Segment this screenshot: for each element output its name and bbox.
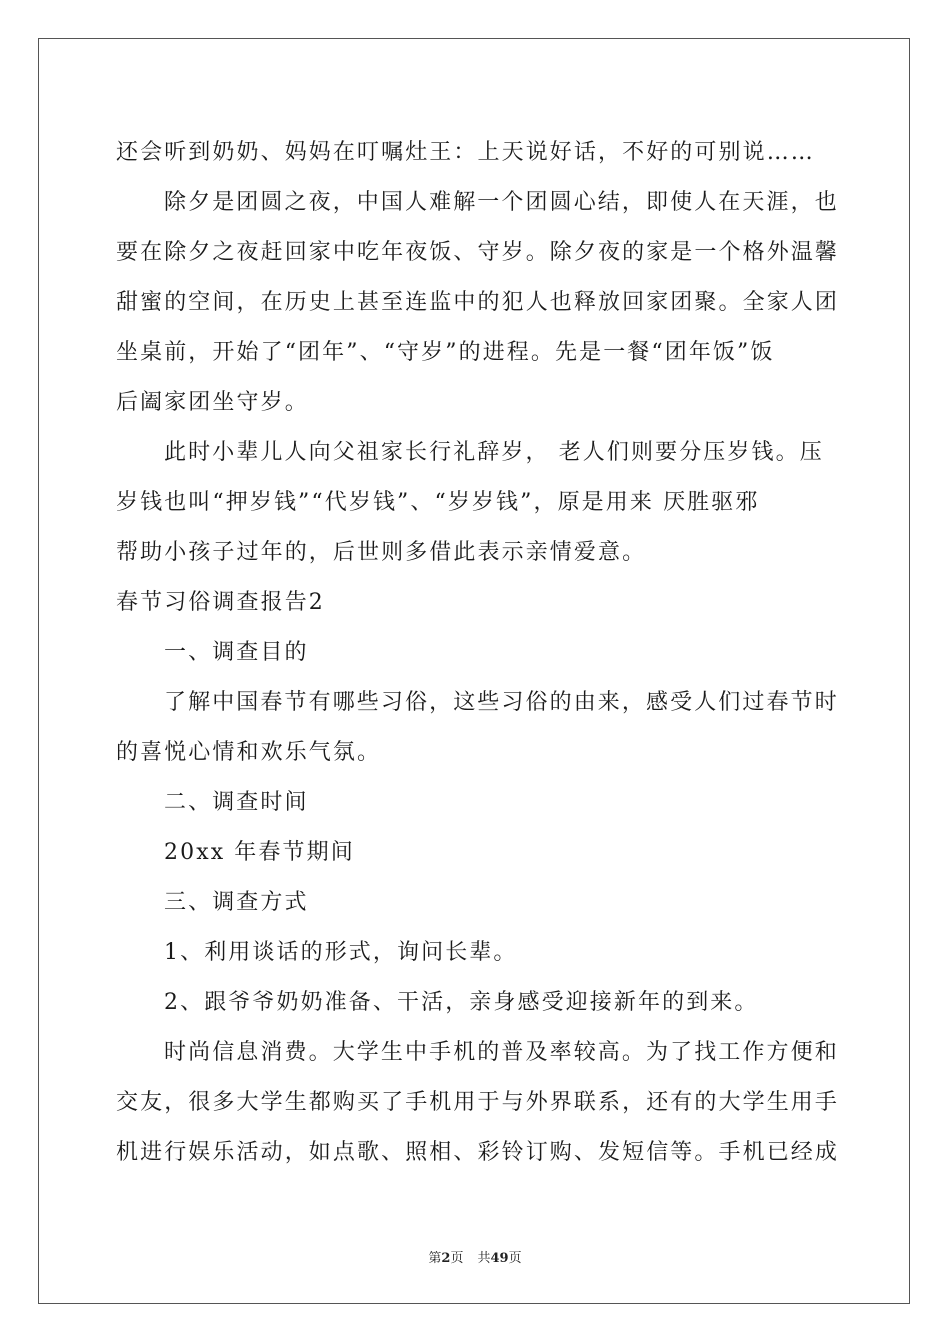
- paragraph-start-line: 时尚信息消费。大学生中手机的普及率较高。为了找工作方便和: [164, 1040, 839, 1065]
- list-item: 2、跟爷爷奶奶准备、干活，亲身感受迎接新年的到来。: [164, 990, 759, 1015]
- page-suffix: 页: [450, 1251, 464, 1266]
- total-suffix: 页: [508, 1251, 522, 1266]
- total-page-count: 49: [490, 1251, 509, 1266]
- text-line: 甜蜜的空间，在历史上甚至连监中的犯人也释放回家团聚。全家人团: [116, 290, 840, 315]
- paragraph-start-line: 此时小辈儿人向父祖家长行礼辞岁， 老人们则要分压岁钱。压: [164, 440, 824, 465]
- page-prefix: 第: [428, 1251, 442, 1266]
- paragraph-start-line: 20xx 年春节期间: [164, 840, 355, 865]
- text-line: 坐桌前，开始了“团年”、“守岁”的进程。先是一餐“团年饭”饭: [116, 340, 775, 365]
- text-line: 还会听到奶奶、妈妈在叮嘱灶王：上天说好话，不好的可别说……: [116, 140, 815, 165]
- section-title: 春节习俗调查报告2: [116, 590, 325, 615]
- current-page-number: 2: [441, 1251, 451, 1266]
- text-line: 后阖家团坐守岁。: [116, 390, 309, 415]
- subheading: 三、调查方式: [164, 890, 309, 915]
- subheading: 一、调查目的: [164, 640, 309, 665]
- subheading: 二、调查时间: [164, 790, 309, 815]
- paragraph-start-line: 了解中国春节有哪些习俗，这些习俗的由来，感受人们过春节时: [164, 690, 839, 715]
- total-prefix: 共: [477, 1251, 491, 1266]
- list-item: 1、利用谈话的形式，询问长辈。: [164, 940, 518, 965]
- text-line: 岁钱也叫“押岁钱”“代岁钱”、“岁岁钱”，原是用来 厌胜驱邪: [116, 490, 760, 515]
- paragraph-start-line: 除夕是团圆之夜，中国人难解一个团圆心结，即使人在天涯，也: [164, 190, 839, 215]
- page-footer: [0, 1247, 950, 1266]
- text-line: 交友，很多大学生都购买了手机用于与外界联系，还有的大学生用手: [116, 1090, 840, 1115]
- text-line: 的喜悦心情和欢乐气氛。: [116, 740, 382, 765]
- text-line: 帮助小孩子过年的，后世则多借此表示亲情爱意。: [116, 540, 647, 565]
- text-line: 机进行娱乐活动，如点歌、照相、彩铃订购、发短信等。手机已经成: [116, 1140, 840, 1165]
- text-line: 要在除夕之夜赶回家中吃年夜饭、守岁。除夕夜的家是一个格外温馨: [116, 240, 840, 265]
- document-body: [116, 128, 840, 1178]
